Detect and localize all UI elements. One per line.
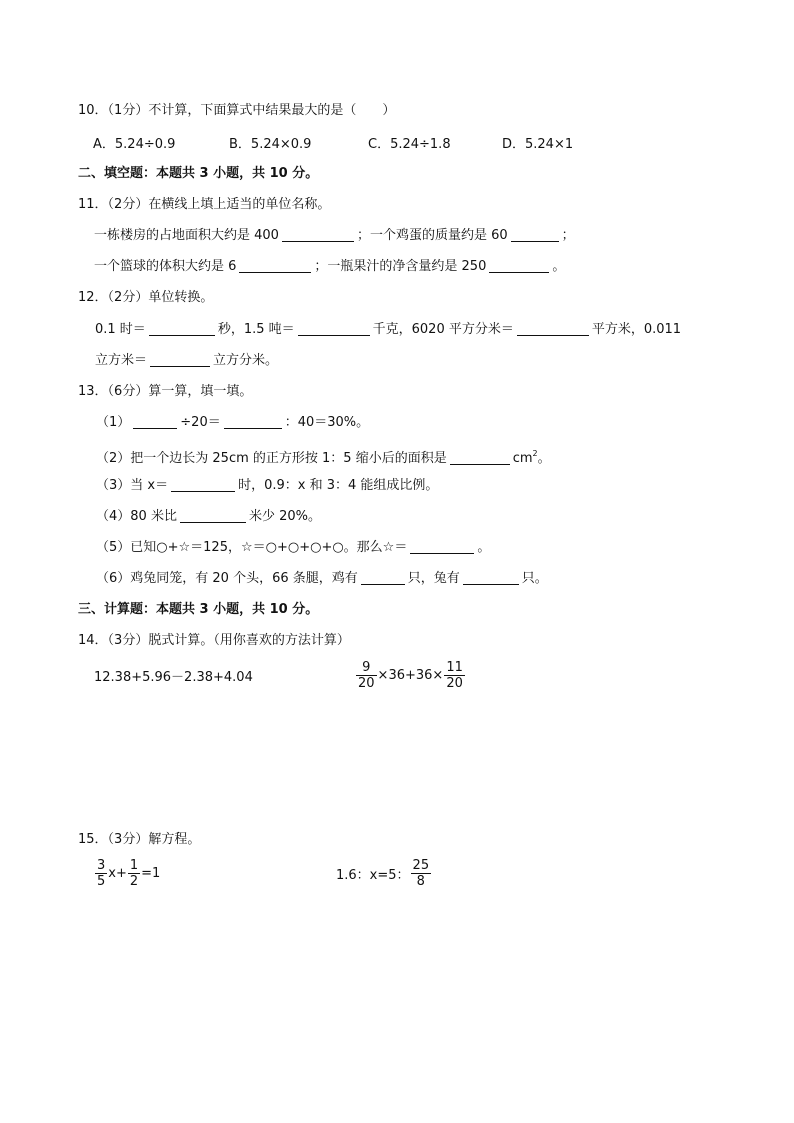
q12-blank-3[interactable] [517,321,589,336]
q15-eq1-fraction-1 [95,858,107,889]
q15-eq1-fraction-2 [128,858,140,889]
q15-eq2-fraction [411,858,432,889]
q15-eq1-middle: x+ [108,866,127,881]
q13-sub-6 [96,570,548,588]
q12-blank-2[interactable] [298,321,370,336]
q15-equation-1 [94,858,160,889]
q13-text-5b: 。 [477,540,491,555]
q13-text-6c: 只。 [521,571,548,586]
q12-line-2 [95,352,278,370]
q13-blank-7[interactable] [361,570,405,585]
q15-eq1-f2-numerator: 1 [129,858,139,873]
q12-blank-1[interactable] [149,321,215,336]
q11-blank-4[interactable] [489,258,549,273]
q12-text-1b: 秒，1.5 吨＝ [217,322,295,337]
q14-stem: 14．（3分）脱式计算。（用你喜欢的方法计算） [78,633,350,648]
q13-blank-4[interactable] [171,477,235,492]
q13-sub-4 [96,508,321,526]
q10-option-c: C．5.24÷1.8 [368,137,451,152]
q13-text-1c: ：40＝30%。 [284,415,370,430]
q14-expr2-middle: ×36+36× [377,668,444,683]
q11-text-1b: ；一个鸡蛋的质量约是 60 [356,228,508,243]
q15-eq2-denominator: 8 [416,874,425,889]
q14-f2-denominator: 20 [446,676,463,691]
q13-text-1b: ÷20＝ [180,415,221,430]
q13-sub-3 [96,477,438,495]
q13-text-4a: （4）80 米比 [96,509,177,524]
q11-text-2b: ；一瓶果汁的净含量约是 250 [314,259,487,274]
q15-stem: 15．（3分）解方程。 [78,832,201,847]
q10-stem: 10．（1分）不计算，下面算式中结果最大的是（ ） [78,103,396,118]
q14-fraction-2 [444,660,465,691]
q15-eq1-f2-denominator: 2 [129,874,139,889]
q12-text-1d: 平方米，0.011 [591,322,682,337]
q15-eq2-start: 1.6：x=5： [336,868,410,883]
q15-eq1-f1-numerator: 3 [97,858,106,873]
q11-text-2c: 。 [552,259,566,274]
q13-text-3a: （3）当 x＝ [96,478,169,493]
q11-blank-1[interactable] [282,227,354,242]
q13-blank-3[interactable] [450,450,510,465]
q13-stem: 13．（6分）算一算，填一填。 [78,384,253,399]
q12-text-2a: 立方米＝ [95,353,148,368]
q12-text-2b: 立方分米。 [213,353,279,368]
q13-text-6a: （6）鸡兔同笼，有 20 个头，66 条腿，鸡有 [96,571,358,586]
q13-text-6b: 只，兔有 [407,571,460,586]
q14-fraction-1 [356,660,377,691]
q13-text-2a: （2）把一个边长为 25cm 的正方形按 1：5 缩小后的面积是 [96,451,447,466]
q11-blank-2[interactable] [511,227,559,242]
q10-option-b: B．5.24×0.9 [229,137,312,152]
q15-eq1-f1-denominator: 5 [97,874,106,889]
q13-blank-8[interactable] [463,570,519,585]
q13-text-4b: 米少 20%。 [248,509,321,524]
q13-blank-6[interactable] [410,539,474,554]
q15-eq1-end: =1 [141,866,161,881]
q11-text-1c: ； [561,228,575,243]
q13-text-2b: cm [512,451,533,466]
q11-text-2a: 一个篮球的体积大约是 6 [94,259,237,274]
q11-line-2 [94,258,565,276]
q14-f1-denominator: 20 [358,676,375,691]
q14-f1-numerator: 9 [362,660,371,675]
q13-blank-1[interactable] [133,414,177,429]
q13-blank-2[interactable] [224,414,282,429]
q10-option-d: D．5.24×1 [502,137,574,152]
q12-text-1c: 千克，6020 平方分米＝ [372,322,514,337]
section-2-heading: 二、填空题：本题共 3 小题，共 10 分。 [78,166,319,181]
q12-line-1 [95,321,681,339]
q14-expression-1: 12.38+5.96－2.38+4.04 [94,670,253,685]
q13-text-1a: （1） [96,415,131,430]
q11-text-1a: 一栋楼房的占地面积大约是 400 [94,228,279,243]
q11-blank-3[interactable] [239,258,311,273]
q13-text-2c: 。 [537,451,551,466]
q10-option-a: A．5.24÷0.9 [93,137,176,152]
q12-stem: 12．（2分）单位转换。 [78,290,214,305]
q13-sub-2 [96,445,551,468]
q11-line-1 [94,227,575,245]
q13-text-5a: （5）已知○+☆＝125，☆＝○+○+○+○。那么☆＝ [96,540,408,555]
q13-superscript: 2 [532,449,538,458]
q15-equation-2 [336,858,432,889]
q13-blank-5[interactable] [180,508,246,523]
q12-text-1a: 0.1 时＝ [95,322,146,337]
q13-sub-5 [96,539,490,557]
q14-f2-numerator: 11 [446,660,463,675]
section-3-heading: 三、计算题：本题共 3 小题，共 10 分。 [78,602,319,617]
q11-stem: 11．（2分）在横线上填上适当的单位名称。 [78,197,331,212]
q13-text-3b: 时，0.9：x 和 3：4 能组成比例。 [238,478,439,493]
q15-eq2-numerator: 25 [412,858,430,873]
q13-sub-1 [96,414,369,432]
q12-blank-4[interactable] [150,352,210,367]
q14-expression-2 [355,660,466,691]
